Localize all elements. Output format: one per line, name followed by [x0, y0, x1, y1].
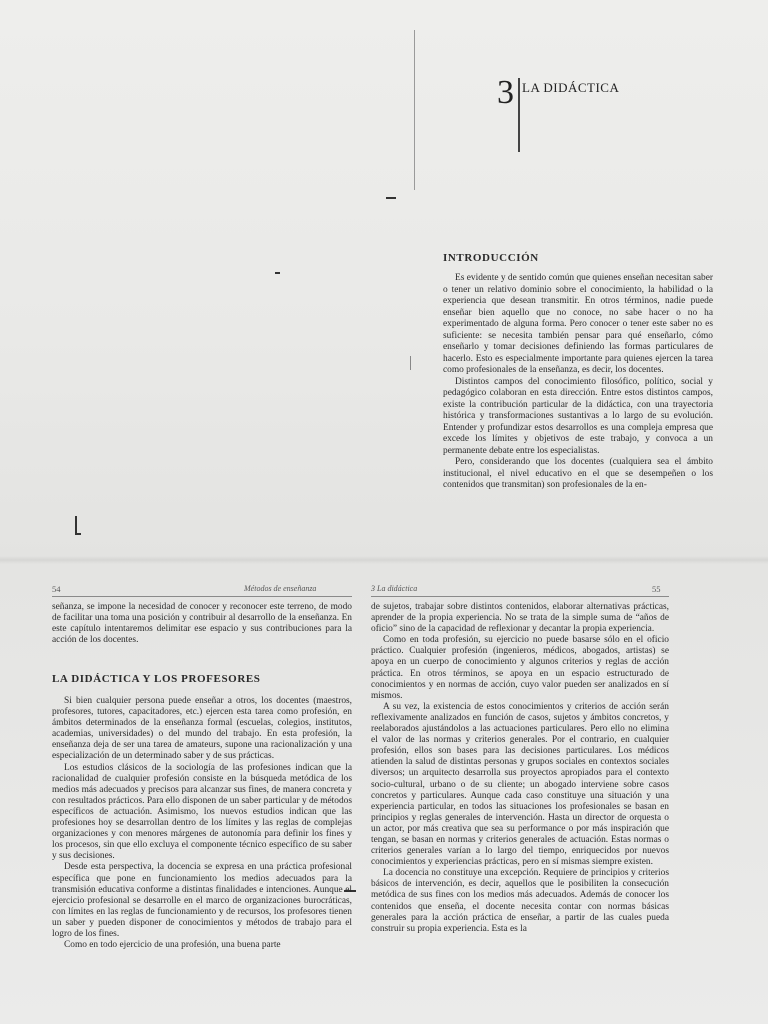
scan-speck [410, 356, 411, 370]
left-paragraph: Los estudios clásicos de la sociología de las profesiones indican que la racionalidad de cualquier profesión consiste en la búsqueda metódica de los medios más adecuados y precisos para alcanzar sus fines, de manera concreta y con resultados prácticos. Para ello disponen de un saber particular y de métodos específicos de actuación. Asimismo, los nuevos estudios indican que las profesiones hoy se desarrollan dentro de los límites y las reglas de complejas organizaciones y con menores márgenes de autonomía para definir los fines y los procesos, sin que ello excluya el componente técnico específico de su saber y sus decisiones. [52, 762, 352, 862]
chapter-number: 3 [497, 74, 514, 111]
left-page-number: 54 [52, 584, 61, 594]
left-continuation [52, 602, 352, 646]
intro-body [443, 273, 713, 492]
right-body [371, 602, 669, 935]
left-header-rule [52, 596, 352, 597]
right-page-number: 55 [652, 584, 661, 594]
right-paragraph: A su vez, la existencia de estos conocimientos y criterios de acción serán reflexivamente analizados en función de casos, sujetos y ámbitos concretos, y reelaborados ajustándolos a las actuaciones particulares. Pero ello no elimina el valor de las normas y criterios generales. Por el contrario, en cualquier profesión, ellos son bases para las decisiones particulares. Los médicos atienden la salud de distintas personas y grupos sociales en contextos sociales diversos; un arquitecto desarrolla sus proyectos apropiados para el contexto socio-cultural, urbano o de su cliente; un abogado interviene sobre casos concretos y particulares. Aunque cada caso constituye una situación y una experiencia particular, en todos las situaciones los profesionales se basan en principios y reglas generales de intervención. Hasta un director de orquesta o un actor, por más creativa que sea su performance o por más inspiración que tengan, se basan en normas y criterios generales de actuación. Estas normas o criterios generales varían a lo largo del tiempo, enriquecidos por nuevos conocimientos y experiencias prácticas, pero en sí mismas siempre existen. [371, 701, 669, 868]
chapter-rule [518, 78, 520, 152]
right-header-rule [371, 596, 669, 597]
scan-speck [275, 272, 280, 274]
chapter-title: LA DIDÁCTICA [522, 80, 620, 95]
left-paragraph: Si bien cualquier persona puede enseñar a otros, los docentes (maestros, profesores, tutores, capacitadores, etc.) ejercen esta tarea como profesión, en ámbitos determinados de la enseñanza formal (escuelas, colegios, institutos, academias, universidades) o del mundo del trabajo. En esta profesión, la enseñanza deja de ser una tarea de amateurs, supone una racionalización y una especialización de un determinado saber y de sus prácticas. [52, 696, 352, 762]
left-body [52, 696, 352, 951]
left-section-heading: LA DIDÁCTICA Y LOS PROFESORES [52, 673, 261, 685]
scan-edge-line [414, 30, 415, 190]
left-paragraph: Como en todo ejercicio de una profesión, una buena parte [64, 940, 281, 951]
intro-paragraph: Es evidente y de sentido común que quienes enseñan necesitan saber o tener un relativo dominio sobre el conocimiento, la habilidad o la experiencia que desean transmitir. En otros términos, nadie puede enseñar bien aquello que no conoce, no sabe hacer o no ha experimentado de alguna forma. Pero conocer o tener este saber no es suficiente: se necesita también pensar para qué enseñarlo, cómo enseñarlo y tomar decisiones definiendo las formas particulares de hacerlo. Esto es especialmente importante para quienes ejercen la tarea como profesionales de la enseñanza, es decir, los docentes. [443, 273, 713, 375]
right-continuation-text: de sujetos, trabajar sobre distintos contenidos, elaborar alternativas prácticas, aprender de la propia experiencia. No se trata de la simple suma de “años de oficio” sino de la capacidad de reflexionar y decantar la propia experiencia. [371, 602, 669, 635]
left-paragraph: Desde esta perspectiva, la docencia se expresa en una práctica profesional específica que pone en funcionamiento los medios adecuados para la transmisión educativa conforme a distintas finalidades e intenciones. Aunque el ejercicio profesional se desarrolle en el marco de organizaciones burocráticas, con límites en las reglas de funcionamiento y de recursos, los profesores tienen un saber y pueden disponer de conocimientos y métodos de trabajo para el logro de los fines. [52, 862, 352, 939]
right-paragraph: La docencia no constituye una excepción. Requiere de principios y criterios básicos de intervención, es decir, aquellos que le posibiliten la consecución metódica de sus fines con los medios más adecuados. Además de conocer los contenidos que enseña, el docente necesita contar con normas básicas generales para la acción práctica de enseñar, a partir de las cuales pueda construir su propia experiencia. Esta es la [371, 868, 669, 934]
right-running-head: 3 La didáctica [371, 584, 418, 593]
intro-paragraph: Pero, considerando que los docentes (cualquiera sea el ámbito institucional, el nivel educativo en el que se desempeñen o los contenidos que transmitan) son profesionales de la en- [443, 457, 713, 490]
scan-speck [75, 533, 81, 535]
scan-speck [386, 197, 396, 199]
scan-speck [75, 516, 77, 534]
page-fold-shadow [0, 556, 768, 564]
intro-paragraph: Distintos campos del conocimiento filosófico, político, social y pedagógico colaboran en esta dirección. Entre estos distintos campos, existe la contribución particular de la didáctica, con una trayectoria histórica y transformaciones sustantivas a lo largo de su evolución. Entender y profundizar estos desarrollos es una compleja empresa que excede los límites y objetivos de este trabajo, y convoca a un permanente debate entre los especialistas. [443, 376, 713, 456]
right-paragraph: Como en toda profesión, su ejercicio no puede basarse sólo en el oficio práctico. Cualquier profesión (ingenieros, médicos, abogados, artistas) se apoya en un cuerpo de conocimiento y algunos criterios y reglas de acción práctica. En otros términos, se apoya en un espacio estructurado de conocimientos y en normas de acción, cuyo valor pueden ser analizados en sí mismos. [371, 635, 669, 701]
left-running-head: Métodos de enseñanza [244, 584, 317, 593]
left-continuation-text: señanza, se impone la necesidad de conocer y reconocer este terreno, de modo de facilitar una toma una posición y contribuir al desarrollo de la enseñanza. En este capítulo intentaremos delimitar ese espacio y sus contribuciones para la acción de los docentes. [52, 602, 352, 646]
intro-heading: INTRODUCCIÓN [443, 252, 539, 264]
